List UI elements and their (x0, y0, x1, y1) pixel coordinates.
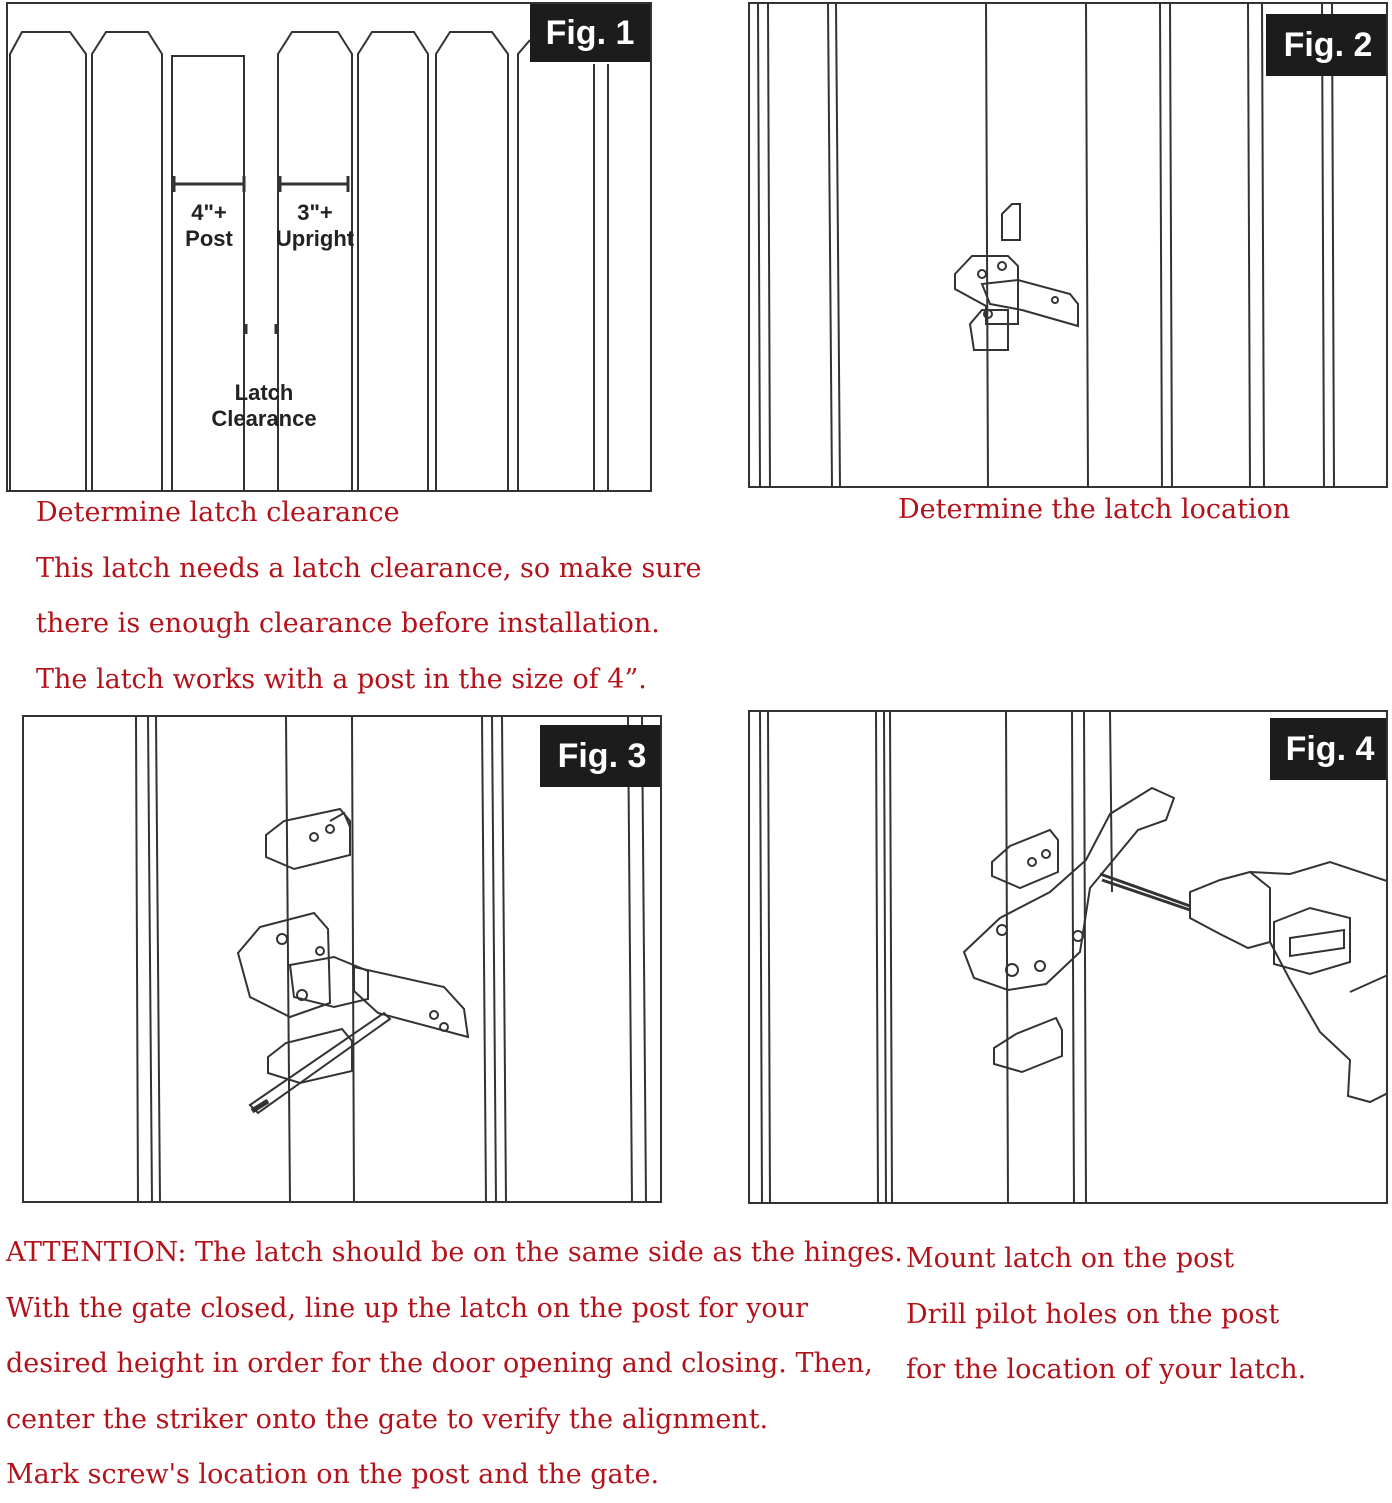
caption-1-line-4: The latch works with a post in the size of 4”. (36, 663, 647, 695)
figure-3-panel (22, 715, 662, 1203)
striker-alignment-illustration (24, 717, 662, 1203)
post-word: Post (185, 226, 233, 251)
figure-2-caption (898, 482, 1290, 538)
caption-2-line-1: Determine the latch location (898, 494, 1291, 525)
caption-1-line-2: This latch needs a latch clearance, so make sure (36, 552, 702, 584)
caption-3-line-3: desired height in order for the door opening and closing. Then, (6, 1348, 873, 1379)
caption-3-line-2: With the gate closed, line up the latch on the post for your (6, 1292, 808, 1324)
caption-4-line-3: for the location of your latch. (906, 1354, 1307, 1385)
latch-clearance-label (204, 380, 324, 432)
caption-3-line-5: Mark screw's location on the post and the gate. (6, 1459, 660, 1490)
figure-4-panel (748, 710, 1388, 1204)
post-size: 4"+ (191, 200, 227, 225)
figure-1-label: Fig. 1 (530, 4, 650, 62)
latch-on-fence-illustration (750, 4, 1388, 488)
figure-1-panel (6, 2, 652, 492)
drill-mounting-illustration (750, 712, 1388, 1204)
figure-1-caption (36, 485, 702, 707)
figure-4-caption (906, 1231, 1306, 1398)
figure-2-panel (748, 2, 1388, 488)
clearance-word: Clearance (211, 406, 317, 431)
figure-2-label: Fig. 2 (1266, 14, 1388, 76)
caption-4-line-2: Drill pilot holes on the post (906, 1298, 1280, 1330)
figure-4-label: Fig. 4 (1270, 718, 1388, 780)
figure-3-label: Fig. 3 (540, 725, 662, 787)
upright-word: Upright (275, 226, 355, 251)
upright-size: 3"+ (297, 200, 333, 225)
caption-3-line-4: center the striker onto the gate to verify the alignment. (6, 1403, 769, 1435)
caption-4-line-1: Mount latch on the post (906, 1243, 1235, 1274)
caption-1-line-1: Determine latch clearance (36, 497, 400, 528)
latch-word: Latch (234, 380, 294, 405)
caption-1-line-3: there is enough clearance before installation. (36, 608, 660, 639)
caption-3-line-1: ATTENTION: The latch should be on the same side as the hinges. (6, 1237, 903, 1268)
figure-3-caption (6, 1225, 903, 1503)
upright-measure-label (272, 200, 358, 252)
post-measure-label (176, 200, 242, 252)
